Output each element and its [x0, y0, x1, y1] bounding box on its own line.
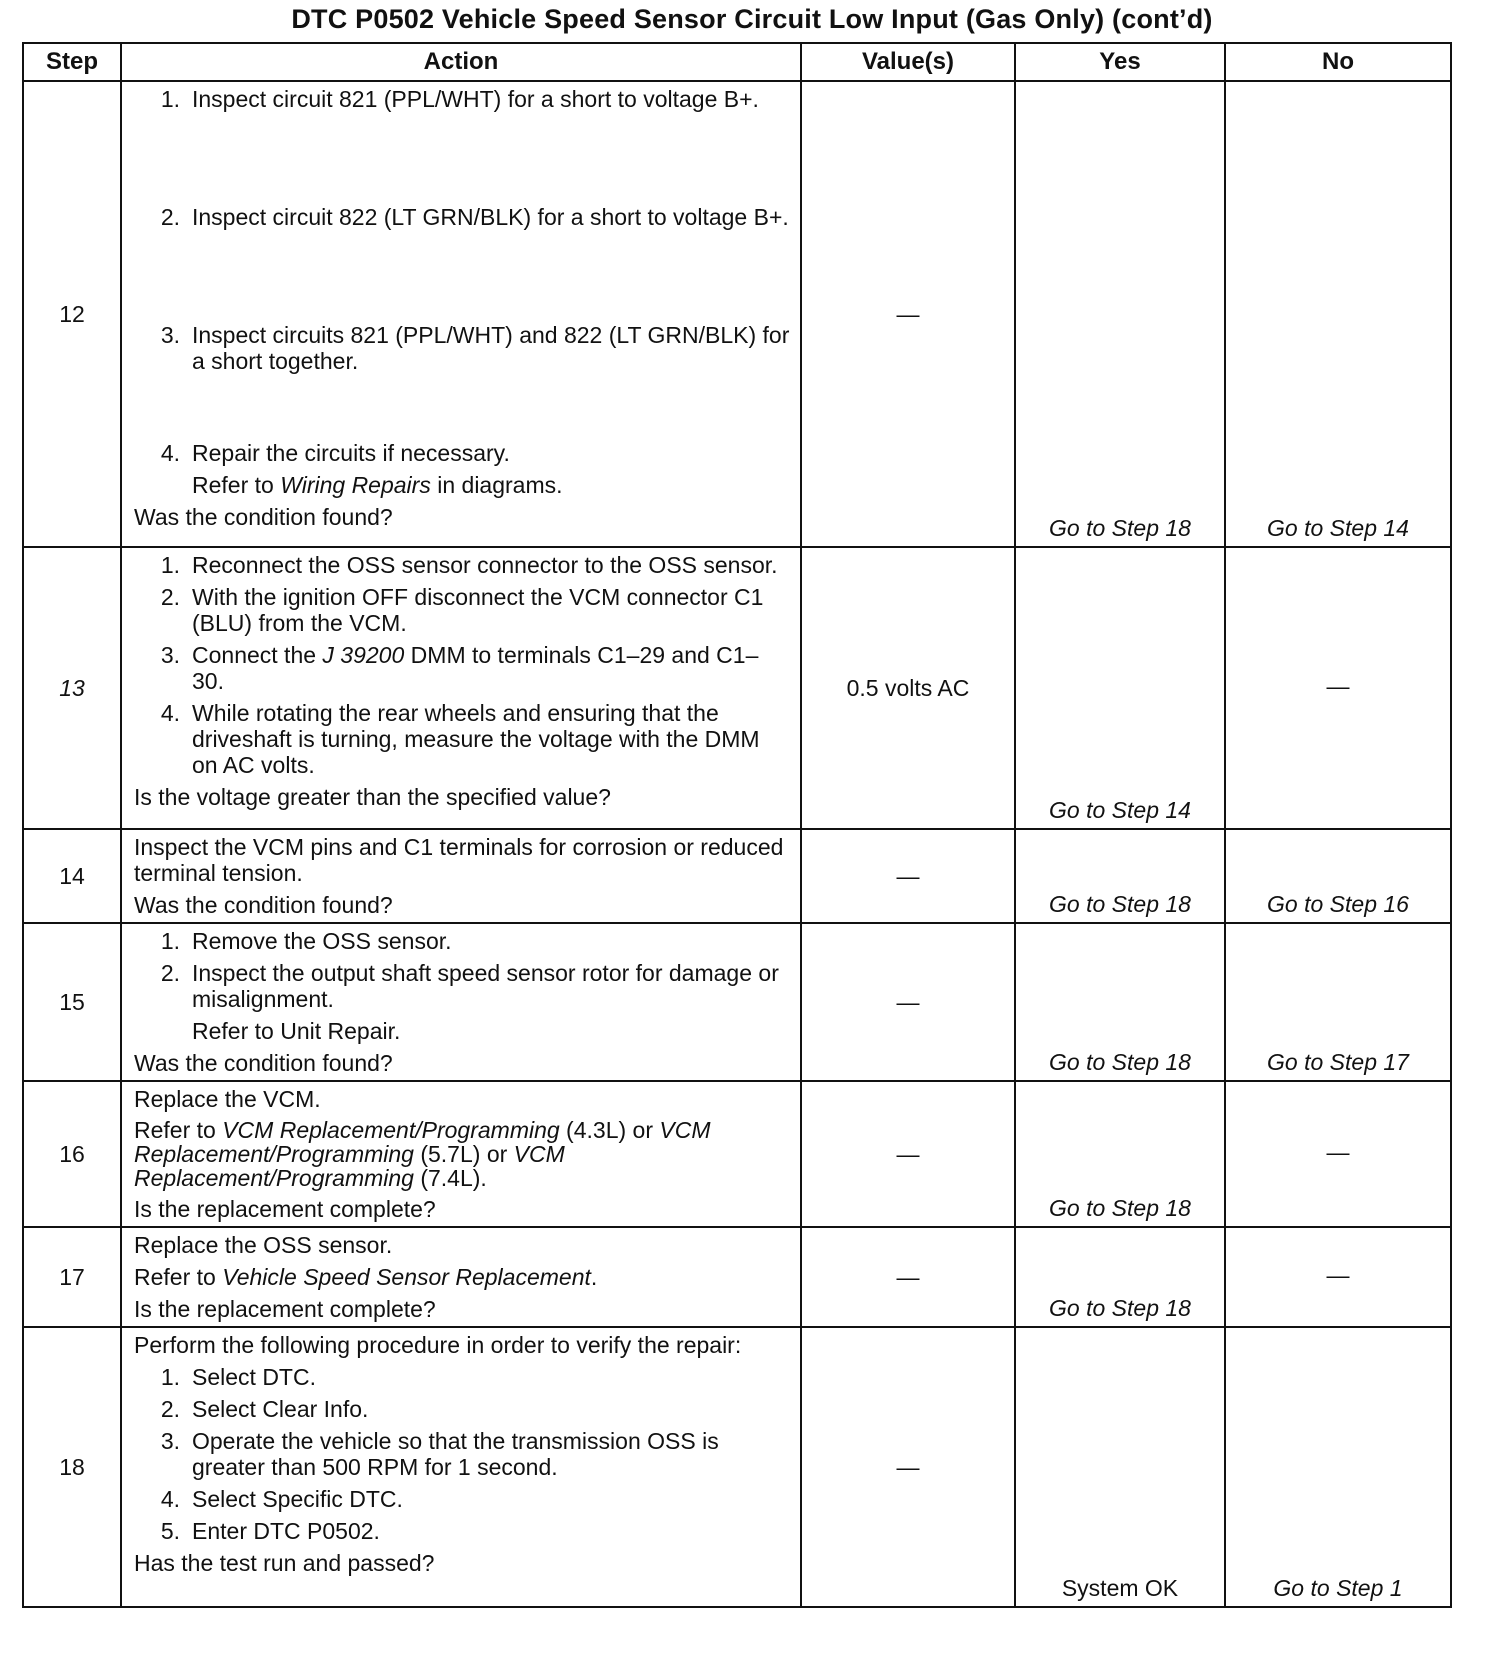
list-item: 1. Reconnect the OSS sensor connector to the OSS sensor. [160, 552, 778, 578]
value-cell: — [801, 1081, 1015, 1227]
yes-cell: Go to Step 18 [1015, 923, 1225, 1081]
step-number: 18 [23, 1327, 121, 1607]
table-row [23, 81, 1451, 547]
list-item: 3. Operate the vehicle so that the transmission OSS is greater than 500 RPM for 1 second. [160, 1428, 719, 1480]
header-action: Action [121, 43, 801, 81]
table-row [23, 923, 1451, 1081]
action-cell [121, 1081, 801, 1227]
list-item: 2. With the ignition OFF disconnect the VCM connector C1 (BLU) from the VCM. [160, 584, 764, 636]
list-item: 4. Repair the circuits if necessary. [160, 440, 510, 466]
refer-note: Refer to Wiring Repairs in diagrams. [192, 472, 563, 498]
action-text: Inspect the VCM pins and C1 terminals for corrosion or reduced terminal tension. [134, 834, 784, 886]
table-row [23, 547, 1451, 829]
diagnostic-table [22, 42, 1452, 1608]
header-yes: Yes [1015, 43, 1225, 81]
value-cell: — [801, 81, 1015, 547]
tool-reference: J 39200 [322, 642, 405, 668]
action-text: Replace the OSS sensor. [134, 1232, 393, 1258]
list-item: 5. Enter DTC P0502. [160, 1518, 380, 1544]
question: Is the replacement complete? [134, 1196, 436, 1222]
table-row [23, 1227, 1451, 1327]
table-row [23, 829, 1451, 923]
yes-cell: Go to Step 18 [1015, 81, 1225, 547]
list-item: 4. Select Specific DTC. [160, 1486, 403, 1512]
question: Is the replacement complete? [134, 1296, 436, 1322]
action-cell [121, 1327, 801, 1607]
value-cell: 0.5 volts AC [801, 547, 1015, 829]
header-no: No [1225, 43, 1451, 81]
header-step: Step [23, 43, 121, 81]
no-cell: Go to Step 17 [1225, 923, 1451, 1081]
list-item: 1. Remove the OSS sensor. [160, 928, 452, 954]
question: Was the condition found? [134, 892, 393, 918]
list-item: 4. While rotating the rear wheels and ensuring that the driveshaft is turning, measure the voltage with the DMM on AC volts. [160, 700, 760, 778]
refer-note: Refer to Vehicle Speed Sensor Replacement. [134, 1264, 598, 1290]
list-item: 1. Inspect circuit 821 (PPL/WHT) for a short to voltage B+. [160, 86, 759, 112]
refer-note: Refer to VCM Replacement/Programming (4.3L) or VCM Replacement/Programming (5.7L) or VCM Replacement/Programming (7.4L). [134, 1117, 711, 1191]
table-header-row [23, 43, 1451, 81]
step-number: 16 [23, 1081, 121, 1227]
action-cell [121, 829, 801, 923]
header-values: Value(s) [801, 43, 1015, 81]
wiring-repairs-reference: Wiring Repairs [280, 472, 431, 498]
question: Has the test run and passed? [134, 1550, 435, 1576]
refer-note: Refer to Unit Repair. [192, 1018, 401, 1044]
yes-cell: Go to Step 14 [1015, 547, 1225, 829]
question: Is the voltage greater than the specified value? [134, 784, 611, 810]
action-text: Perform the following procedure in order to verify the repair: [134, 1332, 742, 1358]
no-cell: Go to Step 14 [1225, 81, 1451, 547]
list-item: 1. Select DTC. [160, 1364, 316, 1390]
step-number: 17 [23, 1227, 121, 1327]
yes-cell: Go to Step 18 [1015, 1227, 1225, 1327]
no-cell: Go to Step 1 [1225, 1327, 1451, 1607]
action-cell [121, 923, 801, 1081]
action-text: Replace the VCM. [134, 1086, 321, 1112]
step-number: 13 [23, 547, 121, 829]
step-number: 12 [23, 81, 121, 547]
yes-cell: Go to Step 18 [1015, 829, 1225, 923]
no-cell: — [1225, 1227, 1451, 1327]
value-cell: — [801, 1227, 1015, 1327]
no-cell: — [1225, 1081, 1451, 1227]
list-item: 3. Inspect circuits 821 (PPL/WHT) and 822 (LT GRN/BLK) for a short together. [160, 322, 790, 374]
value-cell: — [801, 923, 1015, 1081]
no-cell: — [1225, 547, 1451, 829]
list-item: 2. Inspect the output shaft speed sensor rotor for damage or misalignment. [160, 960, 779, 1012]
yes-cell: Go to Step 18 [1015, 1081, 1225, 1227]
page-title: DTC P0502 Vehicle Speed Sensor Circuit Low Input (Gas Only) (cont’d) [291, 4, 1213, 34]
value-cell: — [801, 829, 1015, 923]
no-cell: Go to Step 16 [1225, 829, 1451, 923]
action-cell [121, 1227, 801, 1327]
action-cell [121, 547, 801, 829]
step-number: 14 [23, 829, 121, 923]
list-item: 2. Select Clear Info. [160, 1396, 369, 1422]
table-row [23, 1081, 1451, 1227]
list-item: 2. Inspect circuit 822 (LT GRN/BLK) for a short to voltage B+. [160, 204, 789, 230]
table-row [23, 1327, 1451, 1607]
question: Was the condition found? [134, 504, 393, 530]
step-number: 15 [23, 923, 121, 1081]
yes-cell: System OK [1015, 1327, 1225, 1607]
list-item: 3. Connect the J 39200 DMM to terminals C1–29 and C1–30. [160, 642, 759, 694]
question: Was the condition found? [134, 1050, 393, 1076]
value-cell: — [801, 1327, 1015, 1607]
action-cell [121, 81, 801, 547]
